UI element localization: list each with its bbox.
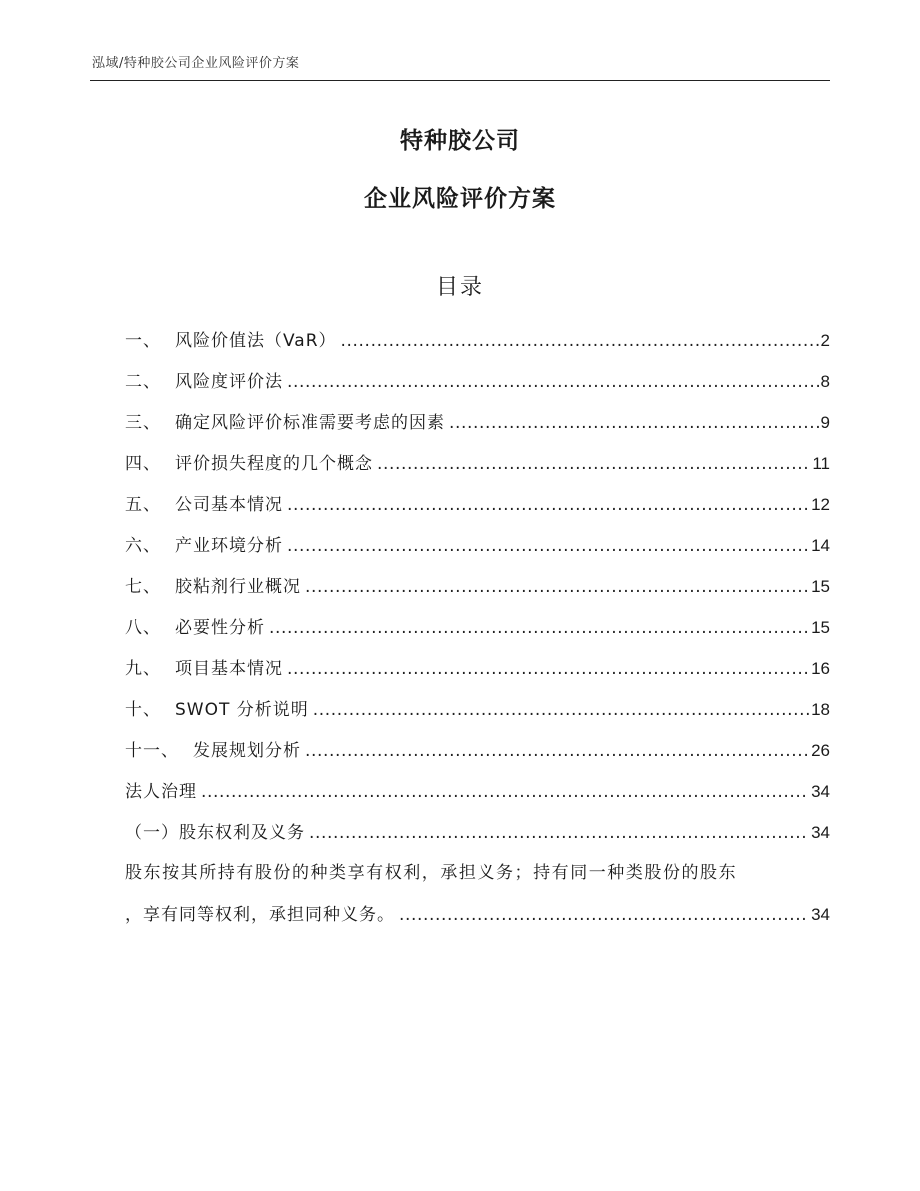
toc-entry-label: （一）股东权利及义务 (125, 823, 305, 843)
toc-leader-dots (305, 567, 809, 608)
toc-entry-label: 法人治理 (125, 782, 197, 802)
toc-leader-dots (305, 731, 809, 772)
toc-entry-number: 四、 (125, 454, 161, 474)
toc-leader-dots (269, 608, 809, 649)
toc-entry-number: 一、 (125, 331, 161, 351)
toc-leader-dots (377, 444, 810, 485)
document-title-subject: 企业风险评价方案 (364, 186, 556, 212)
toc-entry-number: 三、 (125, 413, 161, 433)
toc-entry-label: 评价损失程度的几个概念 (175, 454, 373, 474)
header-rule (90, 80, 830, 81)
toc-entry-10[interactable] (125, 689, 830, 730)
toc-entry-label: 确定风险评价标准需要考虑的因素 (175, 413, 445, 433)
toc-entry-8[interactable] (125, 607, 830, 648)
toc-entry-page: 14 (811, 536, 830, 555)
toc-entry-label: SWOT 分析说明 (175, 700, 309, 720)
table-of-contents (125, 320, 830, 935)
toc-entry-paragraph-line2[interactable] (125, 894, 830, 935)
toc-entry-page: 18 (811, 700, 830, 719)
toc-entry-paragraph-line1[interactable]: 股东按其所持有股份的种类享有权利，承担义务；持有同一种类股份的股东 (125, 863, 738, 883)
toc-entry-page: 16 (811, 659, 830, 678)
toc-entry-page: 26 (811, 741, 830, 760)
toc-entry-shareholder-rights[interactable] (125, 812, 830, 853)
toc-entry-page: 34 (811, 782, 830, 801)
running-header: 泓域/特种胶公司企业风险评价方案 (92, 56, 300, 71)
toc-entry-label: 产业环境分析 (175, 536, 283, 556)
toc-leader-dots (309, 813, 809, 854)
toc-entry-label: 发展规划分析 (193, 741, 301, 761)
toc-entry-number: 八、 (125, 618, 161, 638)
toc-leader-dots (201, 772, 809, 813)
toc-entry-number: 七、 (125, 577, 161, 597)
toc-leader-dots (399, 895, 809, 936)
toc-entry-label: ，享有同等权利，承担同种义务。 (125, 905, 395, 925)
toc-entry-3[interactable] (125, 402, 830, 443)
toc-entry-4[interactable] (125, 443, 830, 484)
toc-entry-11[interactable] (125, 730, 830, 771)
toc-entry-number: 六、 (125, 536, 161, 556)
toc-entry-page: 15 (811, 618, 830, 637)
toc-entry-number: 二、 (125, 372, 161, 392)
toc-entry-page: 11 (812, 454, 830, 473)
toc-entry-number: 九、 (125, 659, 161, 679)
toc-entry-page: 34 (811, 823, 830, 842)
toc-entry-page: 12 (811, 495, 830, 514)
toc-entry-page: 9 (820, 413, 830, 432)
toc-leader-dots (287, 526, 809, 567)
toc-entry-page: 8 (820, 372, 830, 391)
toc-entry-corporate-governance[interactable] (125, 771, 830, 812)
toc-entry-label: 风险度评价法 (175, 372, 283, 392)
toc-entry-2[interactable] (125, 361, 830, 402)
toc-entry-page: 15 (811, 577, 830, 596)
toc-entry-number: 五、 (125, 495, 161, 515)
toc-leader-dots (341, 321, 819, 362)
toc-leader-dots (449, 403, 819, 444)
toc-entry-5[interactable] (125, 484, 830, 525)
toc-entry-number: 十、 (125, 700, 161, 720)
toc-leader-dots (313, 690, 809, 731)
document-title-company: 特种胶公司 (400, 128, 520, 154)
toc-entry-6[interactable] (125, 525, 830, 566)
toc-entry-page: 2 (820, 331, 830, 350)
toc-heading: 目录 (435, 275, 484, 300)
toc-entry-label: 项目基本情况 (175, 659, 283, 679)
toc-entry-label: 风险价值法（VaR） (175, 331, 337, 351)
toc-entry-number: 十一、 (125, 741, 179, 761)
toc-entry-9[interactable] (125, 648, 830, 689)
toc-leader-dots (287, 485, 809, 526)
toc-entry-label: 公司基本情况 (175, 495, 283, 515)
toc-entry-label: 必要性分析 (175, 618, 265, 638)
toc-entry-label: 胶粘剂行业概况 (175, 577, 301, 597)
toc-entry-page: 34 (811, 905, 830, 924)
toc-entry-7[interactable] (125, 566, 830, 607)
toc-leader-dots (287, 362, 819, 403)
toc-leader-dots (287, 649, 809, 690)
toc-entry-1[interactable] (125, 320, 830, 361)
